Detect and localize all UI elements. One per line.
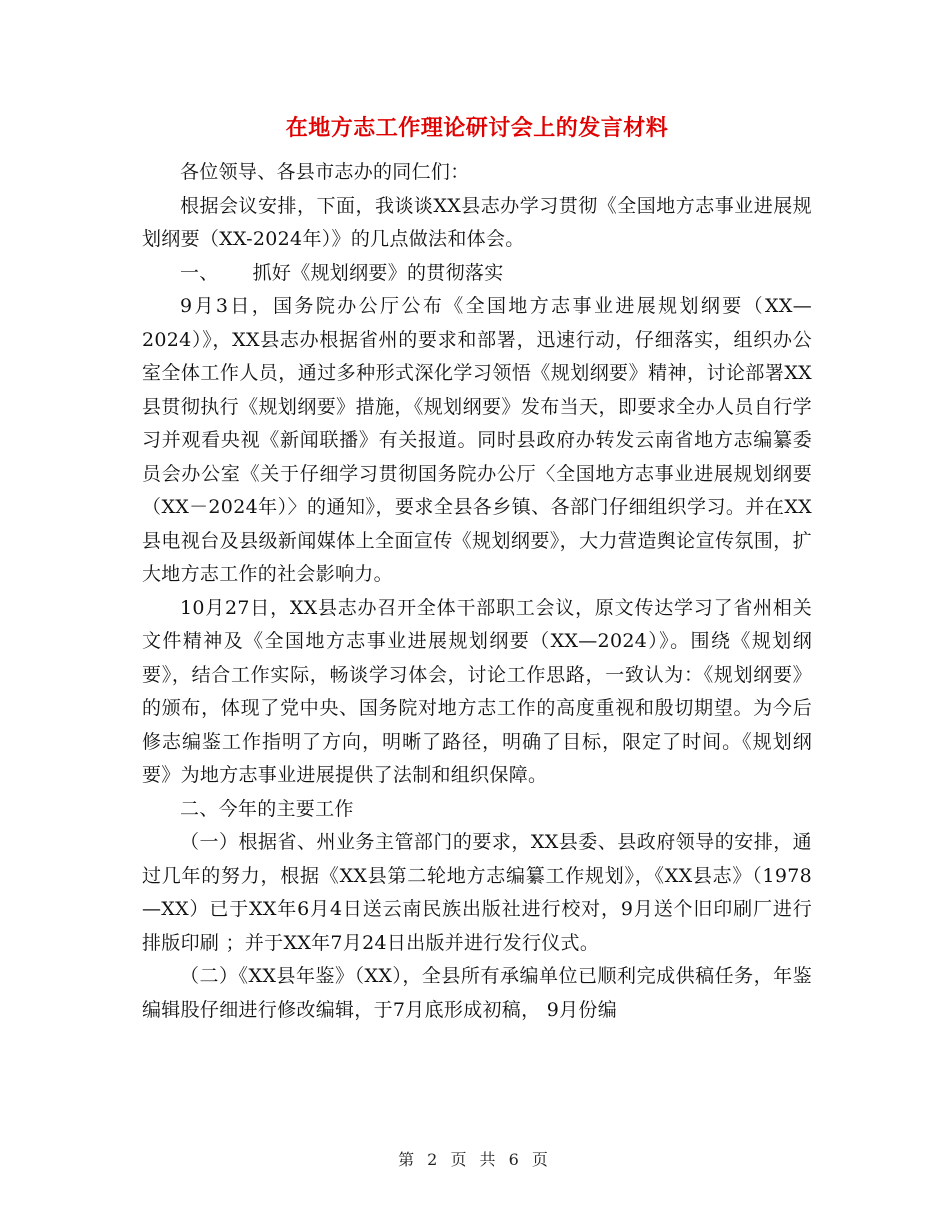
document-body bbox=[142, 100, 812, 1027]
section-1-title: 抓好《规划纲要》的贯彻落实 bbox=[252, 261, 504, 284]
greeting: 各位领导、各县市志办的同仁们： bbox=[180, 161, 470, 183]
section-1-heading bbox=[142, 257, 812, 291]
page-number-footer: 第 2 页 共 6 页 bbox=[398, 1150, 552, 1169]
paragraph-2: 10月27日，XX县志办召开全体干部职工会议，原文传达学习了省州相关文件精神及《全国地方志事业进展规划纲要（XX—2024）》。围绕《规划纲要》，结合工作实际，畅谈学习体会，讨论工作思路，一致认为：《规划纲要》的颁布，体现了党中央、国务院对地方志工作的高度重视和殷切期望。为今后修志编鉴工作指明了方向，明晰了路径，明确了目标，限定了时间。《规划纲要》为地方志事业进展提供了法制和组织保障。 bbox=[142, 596, 812, 786]
intro-paragraph: 根据会议安排，下面，我谈谈XX县志办学习贯彻《全国地方志事业进展规划纲要（XX-2024年）》的几点做法和体会。 bbox=[142, 194, 812, 250]
paragraph-1: 9月3日，国务院办公厅公布《全国地方志事业进展规划纲要（XX—2024）》，XX县志办根据省州的要求和部署，迅速行动，仔细落实，组织办公室全体工作人员，通过多种形式深化学习领悟《规划纲要》精神，讨论部署XX县贯彻执行《规划纲要》措施，《规划纲要》发布当天，即要求全办人员自行学习并观看央视《新闻联播》有关报道。同时县政府办转发云南省地方志编纂委员会办公室《关于仔细学习贯彻国务院办公厅〈全国地方志事业进展规划纲要（XX－2024年）〉的通知》，要求全县各乡镇、各部门仔细组织学习。并在XX县电视台及县级新闻媒体上全面宣传《规划纲要》，大力营造舆论宣传氛围，扩大地方志工作的社会影响力。 bbox=[142, 295, 812, 585]
paragraph-3: （一）根据省、州业务主管部门的要求，XX县委、县政府领导的安排，通过几年的努力，根据《XX县第二轮地方志编纂工作规划》，《XX县志》（1978—XX）已于XX年6月4日送云南民族出版社进行校对，9月送个旧印刷厂进行排版印刷 ；并于XX年7月24日出版并进行发行仪式。 bbox=[142, 831, 812, 954]
section-1-number: 一、 bbox=[180, 261, 219, 284]
paragraph-4: （二）《XX县年鉴》（XX），全县所有承编单位已顺利完成供稿任务，年鉴编辑股仔细进行修改编辑，于7月底形成初稿， 9月份编 bbox=[142, 965, 812, 1021]
document-title: 在地方志工作理论研讨会上的发言材料 bbox=[285, 115, 669, 141]
section-2-heading: 二、今年的主要工作 bbox=[180, 797, 354, 820]
